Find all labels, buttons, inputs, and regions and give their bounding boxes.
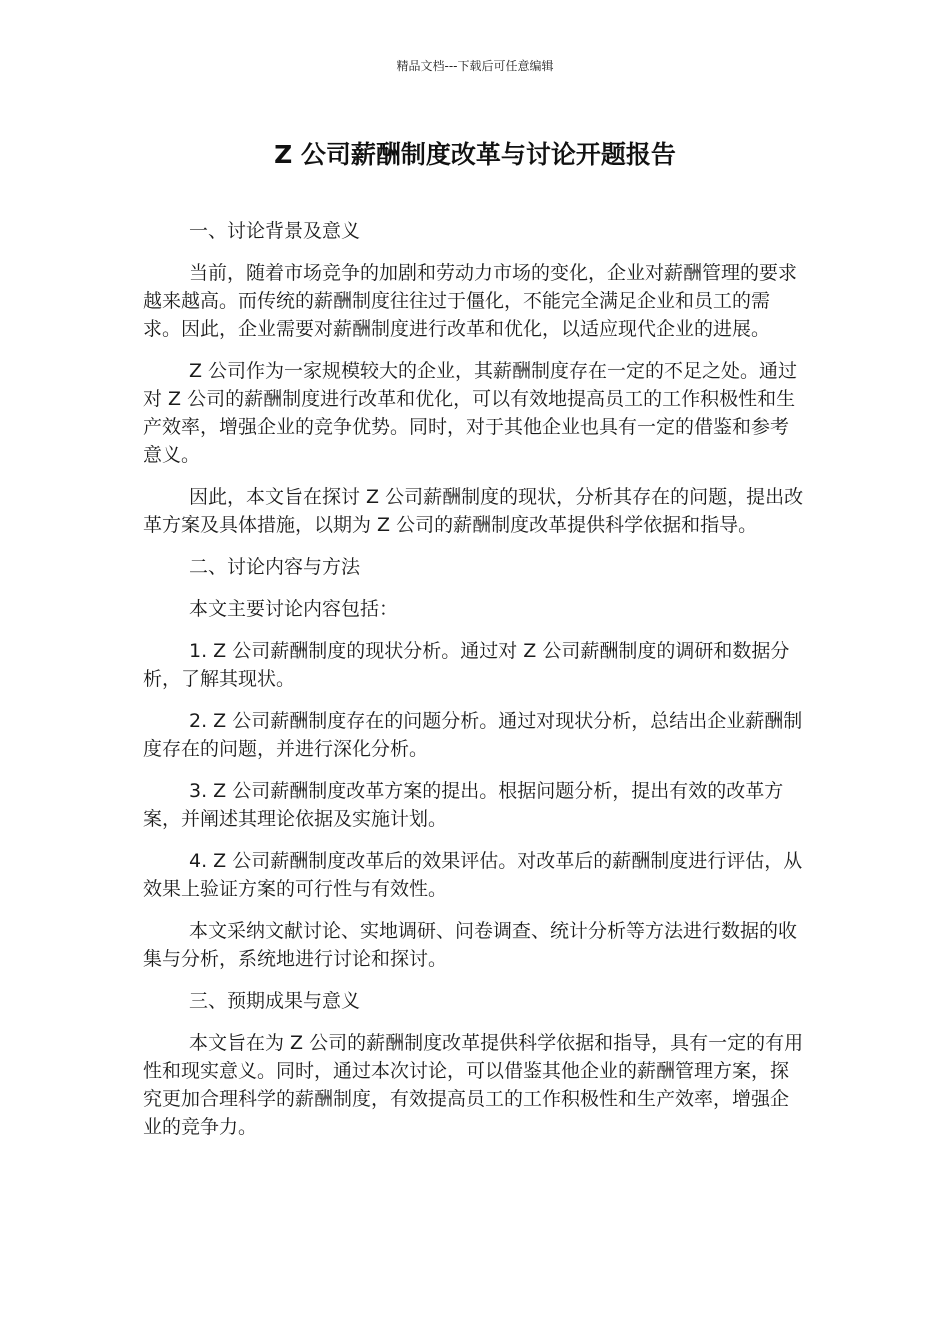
body-paragraph: 本文采纳文献讨论、实地调研、问卷调查、统计分析等方法进行数据的收集与分析，系统地进行讨论和探讨。 bbox=[143, 920, 798, 970]
page-header: 精品文档---下载后可任意编辑 bbox=[396, 59, 554, 73]
section-heading-content-method: 二、讨论内容与方法 bbox=[189, 556, 361, 578]
body-paragraph: Z 公司作为一家规模较大的企业，其薪酬制度存在一定的不足之处。通过对 Z 公司的薪酬制度进行改革和优化，可以有效地提高员工的工作积极性和生产效率，增强企业的竞争优势。同时，对于其他企业也具有一定的借鉴和参考意义。 bbox=[143, 360, 798, 466]
list-item: 2. Z 公司薪酬制度存在的问题分析。通过对现状分析，总结出企业薪酬制度存在的问题，并进行深化分析。 bbox=[143, 710, 803, 760]
document-title: Z 公司薪酬制度改革与讨论开题报告 bbox=[274, 140, 676, 169]
list-item: 3. Z 公司薪酬制度改革方案的提出。根据问题分析，提出有效的改革方案，并阐述其理论依据及实施计划。 bbox=[143, 780, 784, 830]
body-paragraph: 因此，本文旨在探讨 Z 公司薪酬制度的现状，分析其存在的问题，提出改革方案及具体措施，以期为 Z 公司的薪酬制度改革提供科学依据和指导。 bbox=[143, 486, 804, 536]
section-heading-expected-results: 三、预期成果与意义 bbox=[189, 990, 361, 1012]
body-paragraph: 当前，随着市场竞争的加剧和劳动力市场的变化，企业对薪酬管理的要求越来越高。而传统的薪酬制度往往过于僵化，不能完全满足企业和员工的需求。因此，企业需要对薪酬制度进行改革和优化，以适应现代企业的进展。 bbox=[143, 262, 798, 340]
document-body bbox=[143, 217, 805, 1155]
body-paragraph: 本文旨在为 Z 公司的薪酬制度改革提供科学依据和指导，具有一定的有用性和现实意义。同时，通过本次讨论，可以借鉴其他企业的薪酬管理方案，探究更加合理科学的薪酬制度，有效提高员工的工作积极性和生产效率，增强企业的竞争力。 bbox=[143, 1032, 804, 1138]
section-heading-background: 一、讨论背景及意义 bbox=[189, 220, 361, 242]
list-item: 1. Z 公司薪酬制度的现状分析。通过对 Z 公司薪酬制度的调研和数据分析，了解其现状。 bbox=[143, 640, 790, 690]
body-paragraph: 本文主要讨论内容包括： bbox=[189, 598, 399, 620]
list-item: 4. Z 公司薪酬制度改革后的效果评估。对改革后的薪酬制度进行评估，从效果上验证方案的可行性与有效性。 bbox=[143, 850, 803, 900]
